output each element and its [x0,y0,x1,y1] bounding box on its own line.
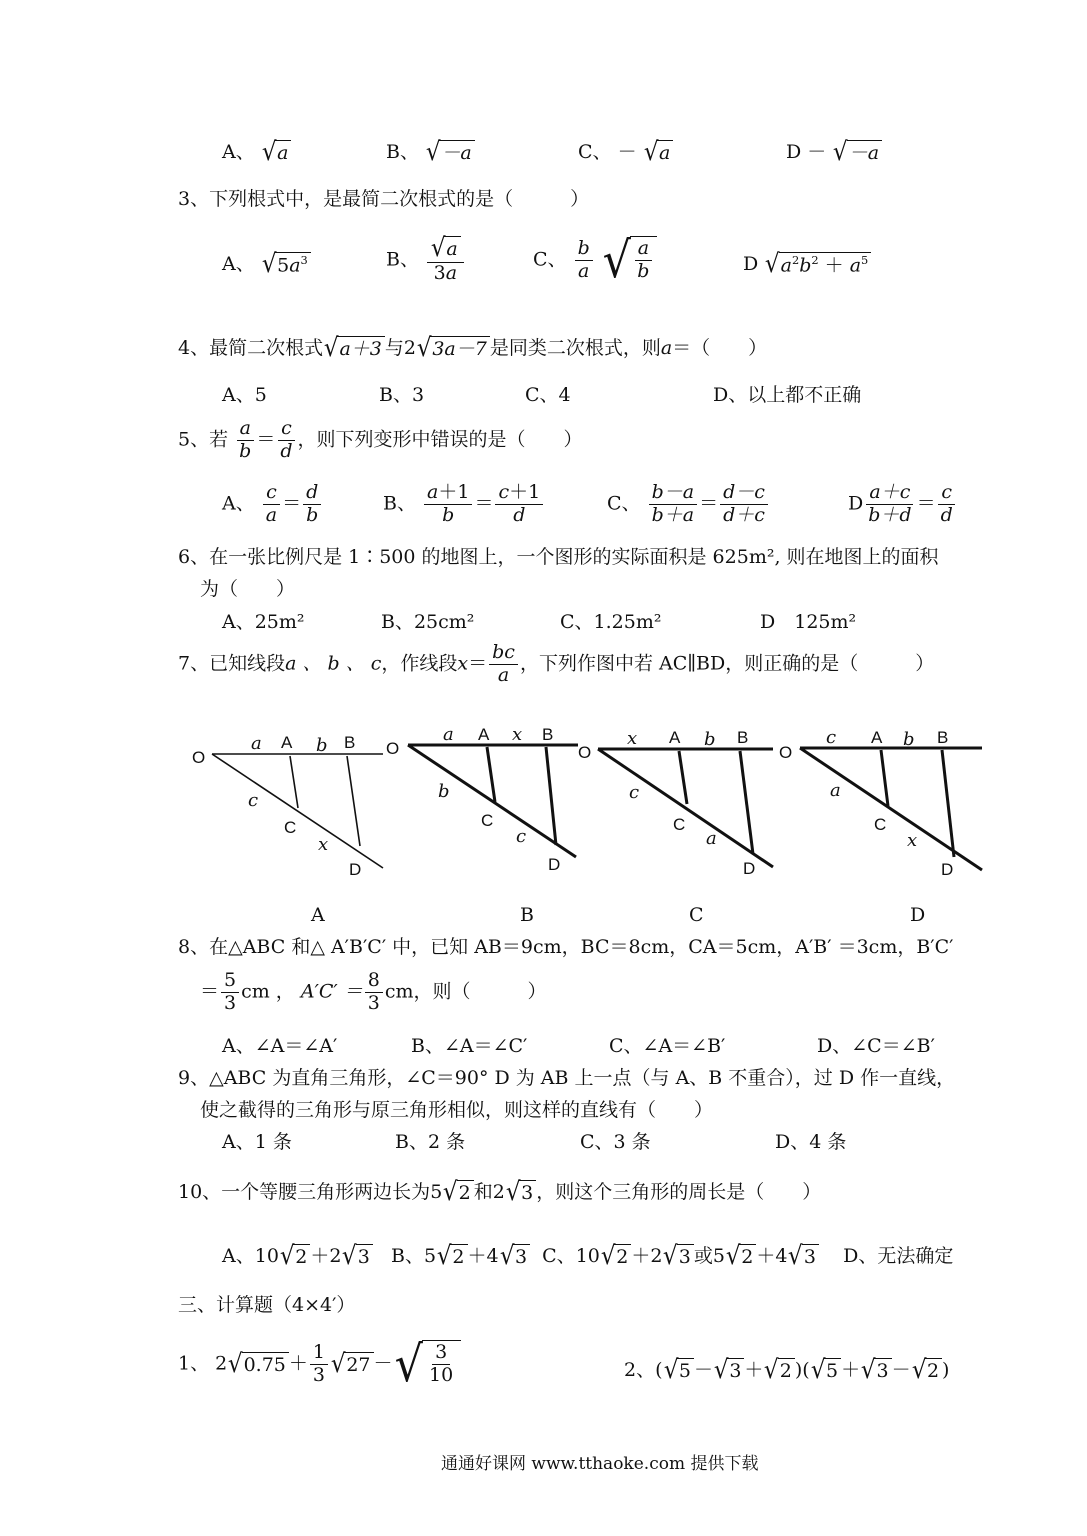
fig-b-point-o: O [386,739,400,758]
fig-a-lower-1: c [248,790,259,811]
q4-suffix: 是同类二次根式，则 [489,336,661,359]
q3-option-d [743,249,871,279]
fig-a-top-1: a [251,733,262,754]
q8-line1: 8、在△ABC 和△ A′B′C′ 中，已知 AB＝9cm，BC＝8cm，CA＝5cm，A′B′ ＝3cm，B′C′ [178,936,954,958]
fig-a-lower-2: x [318,834,329,855]
fig-a-caption: A [311,904,325,926]
fig-b-top-1: a [443,724,454,745]
q7-prefix: 7、已知线段 [178,652,286,675]
radicand: 3 [519,1180,536,1206]
unit: cm，则（ ） [384,980,547,1003]
q9-option-b: B、2 条 [395,1131,466,1153]
coefficient: 2 [403,336,416,359]
radicand: a [275,140,291,166]
option-label: C、 [533,248,567,271]
q4-option-a: A、5 [222,384,267,406]
fig-c-lower-1: c [629,782,640,803]
q5-option-a: A、 $\frac{c}{a}$ ＝ $\frac{d}{b}$ [222,482,323,527]
fig-a-top-2: b [316,735,328,756]
q10-and: 和 [473,1180,493,1203]
radicand: －a [847,140,882,166]
option-label: C、 [542,1244,576,1267]
fig-a-point-d: D [349,860,362,879]
frac-den: 3 [224,991,237,1014]
fig-a-point-a: A [281,733,293,752]
q5-suffix: ，则下列变形中错误的是（ ） [297,428,583,451]
calc-2: 2、( √ 5 － √ 3 ＋ √ 2 )( √ 5 ＋ √ 3 － √ 2 ) [624,1355,950,1385]
calc-1: 1、 2 √ 0.75 ＋ $\frac{1}{3}$ √ 27 － √ $\frac{3}{10}$ [178,1340,461,1389]
option-label: A、 [222,1244,255,1267]
q3-stem: 3、下列根式中，是最简二次根式的是（ ） [178,188,590,210]
fig-b-lower-1: b [438,781,450,802]
option-label: A、 [222,492,255,515]
q4-option-c: C、4 [525,384,571,406]
q7-x: x [457,652,469,675]
q2-option-a [222,137,291,167]
fig-c-lower-2: a [706,828,717,849]
q4-prefix: 4、最简二次根式 [178,336,324,359]
fig-d-caption: D [910,904,926,926]
q5-option-c: C、 $\frac{b-a}{b+a}$ ＝ $\frac{d-c}{d+c}$ [607,482,770,527]
q7-vars: a 、 b 、 c [285,652,382,675]
option-label: A、 [222,140,255,163]
coefficient: 2 [492,1180,505,1203]
q8-option-c: C、∠A＝∠B′ [609,1035,726,1057]
q4-option-b: B、3 [379,384,425,406]
fig-a-point-o: O [192,748,206,767]
radical: √ a [643,140,674,166]
q9-option-d: D、4 条 [775,1131,847,1153]
eq-denominator: a [497,663,510,686]
fig-b-top-2: x [512,724,523,745]
fig-b-caption: B [520,904,534,926]
radical: √ a [261,140,292,166]
fig-b-point-c: C [481,811,494,830]
fig-d-point-d: D [941,860,954,879]
fig-d-lower-1: a [830,780,841,801]
radicand: 3a－7 [430,336,490,362]
fig-a-point-b: B [344,733,356,752]
q6-option-b: B、25cm² [381,611,475,633]
fig-d-point-a: A [871,728,883,747]
option-label: D [743,252,759,275]
section-3-title: 三、计算题（4×4′） [178,1294,356,1316]
q3-option-b [386,233,466,285]
footer-text: 通通好课网 www.tthaoke.com 提供下载 [441,1454,759,1474]
figure-c [598,749,773,867]
q4-tail: ＝（ ） [672,336,768,359]
segment-label: A′C′ ＝ [300,980,363,1003]
q10-suffix: ，则这个三角形的周长是（ ） [536,1180,822,1203]
q6-stem-line2: 为（ ） [200,578,296,600]
fig-b-point-a: A [478,725,490,744]
fig-d-lower-2: x [907,830,918,851]
radical: √ －a [832,140,882,166]
fig-d-top-2: b [903,729,915,750]
radicand: 2 [457,1180,474,1206]
q6-option-d: D 125m² [760,611,857,633]
unit: cm ， [241,980,295,1003]
q10-prefix: 10、一个等腰三角形两边长为 [178,1180,431,1203]
q2-option-b [386,137,475,167]
fig-d-point-o: O [779,743,793,762]
option-label: B、 [386,140,419,163]
fig-c-top-2: b [704,729,716,750]
fig-c-point-o: O [578,743,592,762]
fraction: $\frac{b}{a}$ [575,238,593,283]
q2-option-d [786,137,882,167]
figure-a [212,754,383,868]
option-label: C、 [578,140,612,163]
equals: ＝ [200,980,220,1003]
or-word: 或 [693,1244,713,1267]
frac-den: 3 [367,991,380,1014]
sign: － [807,140,827,163]
option-label: A、 [222,252,255,275]
q4-option-d: D、以上都不正确 [713,384,862,406]
q4-mid: 与 [384,336,404,359]
q7-stem: 7、已知线段a 、 b 、 c，作线段x＝ $\frac{bc}{a}$ ，下列作图中若 AC∥BD，则正确的是（ ） [178,641,935,686]
radical: √ －a [425,140,475,166]
q2-option-c [578,137,673,167]
fig-c-point-c: C [673,815,686,834]
radicand: a [657,140,673,166]
q9-option-a: A、1 条 [222,1131,292,1153]
q5-option-d: D $\frac{a+c}{b+d}$ ＝ $\frac{c}{d}$ [848,482,958,527]
q6-stem-line1: 6、在一张比例尺是 1∶500 的地图上，一个图形的实际面积是 625m², 则在地图上的面积 [178,546,939,568]
radical: √ $5a^3$ [261,252,311,278]
frac-num: 8 [365,970,383,993]
coefficient: 5 [430,1180,443,1203]
fig-b-lower-2: c [516,826,527,847]
fig-a-point-c: C [284,818,297,837]
q10-options: A、10 √ 2 ＋2 √ 3 B、5 √ 2 ＋4 √ 3 C、10 √ 2 ＋2 √ 3 或5 √ 2 ＋4 √ 3 D、无法确定 [222,1241,954,1271]
radical: √ 3a－7 [416,336,490,362]
q3-option-a [222,249,311,279]
q7-mid: ，作线段 [381,652,458,675]
calc-label: 1、 [178,1352,210,1375]
figure-d [800,748,982,870]
q5-option-b: B、 $\frac{a+1}{b}$ ＝ $\frac{c+1}{d}$ [383,482,545,527]
radicand: －a [439,140,474,166]
radicand: $5a^3$ [275,252,311,278]
option-label: C、 [607,492,641,515]
fig-d-point-c: C [874,815,887,834]
fig-b-point-d: D [548,855,561,874]
fig-c-point-d: D [743,859,756,878]
q4-stem [178,333,768,363]
calc-label: 2、 [624,1358,656,1381]
q9-line2: 使之截得的三角形与原三角形相似，则这样的直线有（ ） [200,1099,714,1121]
q7-figures [0,720,1087,920]
radicand: a＋3 [337,336,384,362]
variable: a [660,336,673,359]
q3-option-c [533,231,657,289]
q7-suffix: ，下列作图中若 AC∥BD，则正确的是（ ） [519,652,935,675]
fig-c-point-a: A [669,728,681,747]
fig-c-caption: C [689,904,704,926]
radical: √ a＋3 [323,336,385,362]
radicand: $a^2b^2 + a^5$ [779,252,872,278]
option-label: B、 [391,1244,424,1267]
option-d: D、无法确定 [843,1244,954,1267]
fig-d-point-b: B [937,728,949,747]
q6-option-c: C、1.25m² [560,611,662,633]
q8-option-d: D、∠C＝∠B′ [817,1035,935,1057]
q9-line1: 9、△ABC 为直角三角形，∠C＝90° D 为 AB 上一点（与 A、B 不重合），过 D 作一直线， [178,1067,956,1089]
option-label: D [786,140,802,163]
radical: √ $a^2b^2 + a^5$ [764,252,871,278]
q6-option-a: A、25m² [222,611,305,633]
q8-option-b: B、∠A＝∠C′ [411,1035,528,1057]
q8-line2 [200,970,547,1015]
fraction: √ a 3a [427,236,464,285]
q9-option-c: C、3 条 [580,1131,651,1153]
q8-option-a: A、∠A＝∠A′ [222,1035,338,1057]
frac-num: 5 [221,970,239,993]
figure-b [408,745,578,857]
fig-d-top-1: c [826,727,837,748]
radical: √ $\frac{a}{b}$ [601,236,658,285]
option-label: B、 [386,248,419,271]
fig-c-top-1: x [627,728,638,749]
eq-numerator: bc [489,642,518,665]
fig-c-point-b: B [737,728,749,747]
sign: － [617,140,637,163]
fig-b-point-b: B [542,725,554,744]
option-label: D [848,492,864,515]
option-label: B、 [383,492,416,515]
q10-stem: 10、一个等腰三角形两边长为5 √ 2 和2 √ 3 ，则这个三角形的周长是（ ） [178,1177,822,1207]
q5-prefix: 5、若 [178,428,229,451]
q5-stem: 5、若 $\frac{a}{b}$ ＝ $\frac{c}{d}$ ，则下列变形中错误的是（ ） [178,417,583,462]
